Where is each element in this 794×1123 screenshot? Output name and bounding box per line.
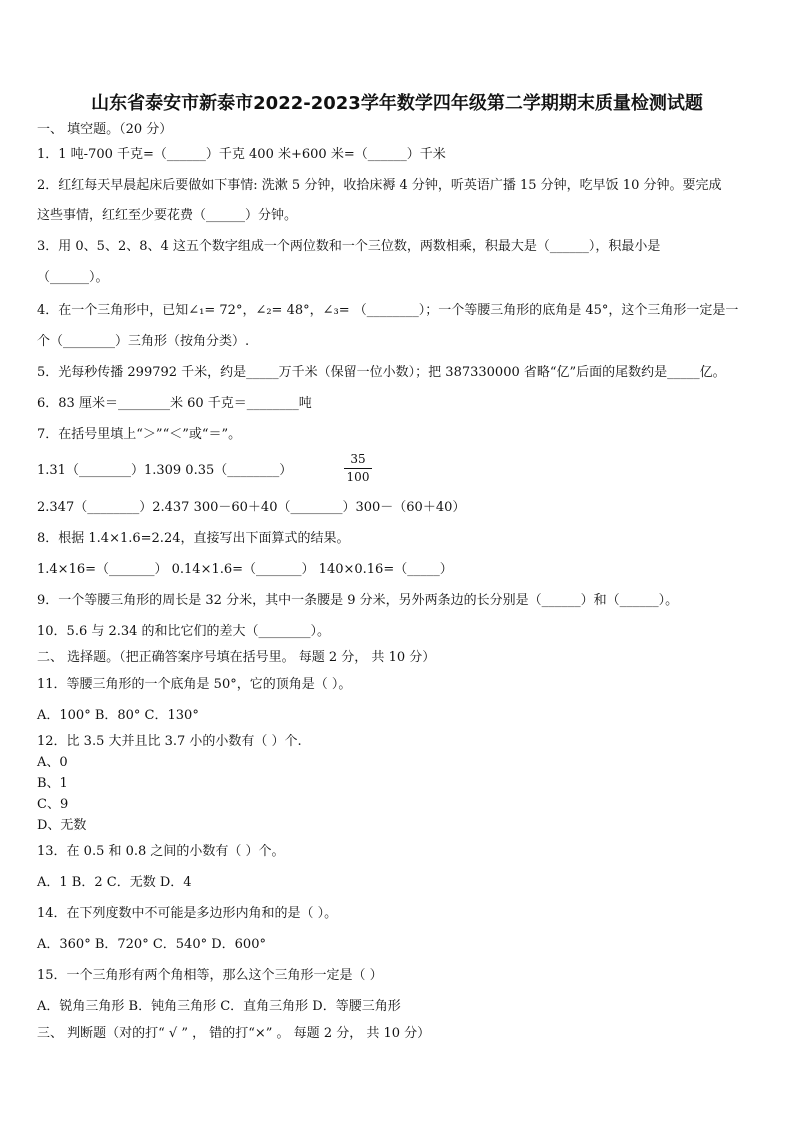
question-12-option-b: B、1 bbox=[37, 776, 68, 791]
question-12: 12．比 3.5 大并且比 3.7 小的小数有（ ）个. bbox=[37, 734, 302, 749]
question-8: 8．根据 1.4×1.6=2.24，直接写出下面算式的结果。 bbox=[37, 531, 350, 546]
question-13-options: A．1 B．2 C．无数 D．4 bbox=[37, 875, 192, 890]
question-3-line-2: （______）。 bbox=[37, 270, 109, 285]
fraction-denominator: 100 bbox=[346, 470, 370, 484]
question-2-line-1: 2．红红每天早晨起床后要做如下事情: 洗漱 5 分钟，收拾床褥 4 分钟，听英语广播 15 分钟，吃早饭 10 分钟。要完成 bbox=[37, 178, 722, 193]
question-9: 9．一个等腰三角形的周长是 32 分米，其中一条腰是 9 分米，另外两条边的长分别是（______）和（______）。 bbox=[37, 593, 679, 608]
question-6: 6．83 厘米＝________米 60 千克＝________吨 bbox=[37, 396, 312, 411]
question-7: 7．在括号里填上“＞”“＜”或“＝”。 bbox=[37, 427, 242, 442]
exam-title: 山东省泰安市新泰市2022-2023学年数学四年级第二学期期末质量检测试题 bbox=[91, 93, 703, 114]
question-10: 10．5.6 与 2.34 的和比它们的差大（________）。 bbox=[37, 624, 331, 639]
question-7-row-1: 1.31（________）1.309 0.35（________） bbox=[37, 463, 293, 478]
question-14-options: A．360° B．720° C．540° D．600° bbox=[37, 937, 266, 952]
question-1: 1．1 吨-700 千克=（______）千克 400 米+600 米=（______）千米 bbox=[37, 147, 446, 162]
question-11-options: A．100° B．80° C．130° bbox=[37, 708, 199, 723]
question-2-line-2: 这些事情，红红至少要花费（______）分钟。 bbox=[37, 208, 298, 223]
question-15-options: A．锐角三角形 B．钝角三角形 C．直角三角形 D．等腰三角形 bbox=[37, 999, 401, 1014]
question-7-row-2: 2.347（________）2.437 300－60＋40（________）300－（60＋40） bbox=[37, 500, 466, 515]
section-1-heading: 一、 填空题。（20 分） bbox=[37, 122, 173, 137]
question-4-line-2: 个（________）三角形（按角分类）. bbox=[37, 334, 250, 349]
question-3-line-1: 3．用 0、5、2、8、4 这五个数字组成一个两位数和一个三位数，两数相乘，积最大是（______），积最小是 bbox=[37, 239, 661, 254]
question-4-line-1: 4．在一个三角形中，已知∠₁= 72°，∠₂= 48°，∠₃= （________）；一个等腰三角形的底角是 45°，这个三角形一定是一 bbox=[37, 303, 739, 318]
fraction bbox=[344, 452, 372, 485]
question-14: 14．在下列度数中不可能是多边形内角和的是（ ）。 bbox=[37, 906, 338, 921]
question-5: 5．光每秒传播 299792 千米，约是_____万千米（保留一位小数）；把 387330000 省略“亿”后面的尾数约是_____亿。 bbox=[37, 365, 726, 380]
question-8-items: 1.4×16=（_______） 0.14×1.6=（_______） 140×0.16=（_____） bbox=[37, 562, 453, 577]
question-13: 13．在 0.5 和 0.8 之间的小数有（ ）个。 bbox=[37, 844, 285, 859]
question-12-option-a: A、0 bbox=[37, 755, 68, 770]
question-12-option-c: C、9 bbox=[37, 797, 69, 812]
fraction-numerator: 35 bbox=[350, 452, 366, 466]
question-11: 11．等腰三角形的一个底角是 50°，它的顶角是（ ）。 bbox=[37, 677, 352, 692]
section-2-heading: 二、 选择题。（把正确答案序号填在括号里。 每题 2 分， 共 10 分） bbox=[37, 650, 436, 665]
section-3-heading: 三、 判断题（对的打“ √ ” ， 错的打“×” 。 每题 2 分， 共 10 分） bbox=[37, 1026, 431, 1041]
question-15: 15．一个三角形有两个角相等，那么这个三角形一定是（ ） bbox=[37, 968, 383, 983]
fraction-bar bbox=[344, 468, 372, 469]
question-12-option-d: D、无数 bbox=[37, 818, 87, 833]
